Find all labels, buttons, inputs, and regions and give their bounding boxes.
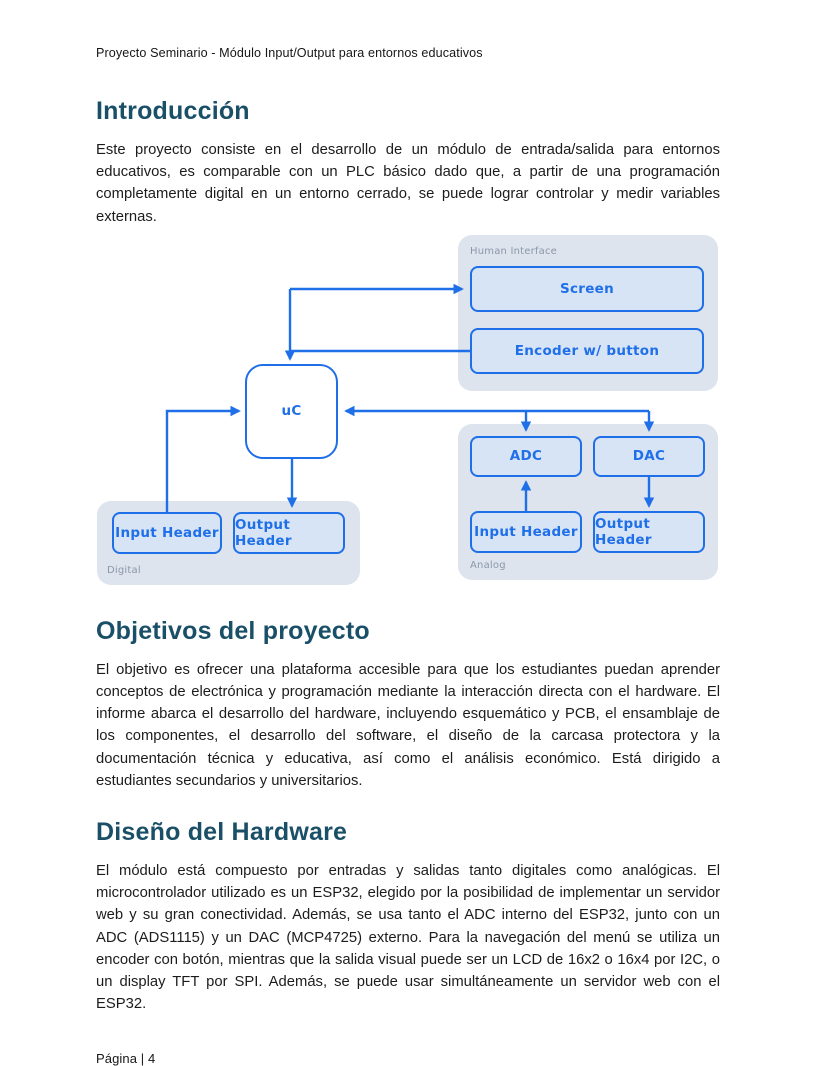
box-analog-output-header: Output Header (593, 511, 705, 553)
paragraph-objetivos: El objetivo es ofrecer una plataforma accesible para que los estudiantes puedan aprender conceptos de electrónica y programación mediante la interacción directa con el hardware. El informe abarca el desarrollo del hardware, incluyendo esquemático y PCB, el ensamblaje de los componentes, el desarrollo del software, el diseño de la carcasa protectora y la documentación técnica y educativa, así como el análisis económico. Está dirigido a estudiantes secundarios y universitarios. (96, 661, 720, 789)
paragraph-introduccion: Este proyecto consiste en el desarrollo de un módulo de entrada/salida para entornos educativos, es comparable con un PLC básico dado que, a partir de una programación completamente digital en un entorno cerrado, se puede lograr controlar y medir variables externas. (96, 142, 720, 225)
group-label-human-interface: Human Interface (470, 245, 558, 257)
section-heading-diseno-hardware: Diseño del Hardware (96, 818, 348, 847)
box-dac: DAC (593, 436, 705, 477)
box-screen: Screen (470, 266, 704, 312)
section-heading-objetivos: Objetivos del proyecto (96, 616, 370, 645)
section-heading-introduccion: Introducción (96, 97, 250, 125)
group-label-analog: Analog (470, 559, 506, 571)
box-analog-input-header: Input Header (470, 511, 582, 553)
page-number-footer: Página | 4 (96, 1051, 156, 1066)
box-digital-input-header: Input Header (112, 512, 222, 554)
running-header: Proyecto Seminario - Módulo Input/Output para entornos educativos (96, 46, 483, 60)
box-encoder-with-button: Encoder w/ button (470, 328, 704, 374)
box-microcontroller-uc: uC (245, 364, 338, 459)
hardware-block-diagram (96, 228, 720, 590)
box-digital-output-header: Output Header (233, 512, 345, 554)
paragraph-diseno-hardware: El módulo está compuesto por entradas y salidas tanto digitales como analógicas. El microcontrolador utilizado es un ESP32, elegido por la posibilidad de implementar un servidor web y su gran conectividad. Además, se usa tanto el ADC interno del ESP32, junto con un ADC (ADS1115) y un DAC (MCP4725) externo. Para la navegación del menú se utiliza un encoder con botón, mientras que la salida visual puede ser un LCD de 16x2 o 16x4 por I2C, o un display TFT por SPI. Además, se puede usar simultáneamente un servidor web con el ESP32. (96, 863, 720, 1013)
group-label-digital: Digital (107, 564, 141, 576)
box-adc: ADC (470, 436, 582, 477)
